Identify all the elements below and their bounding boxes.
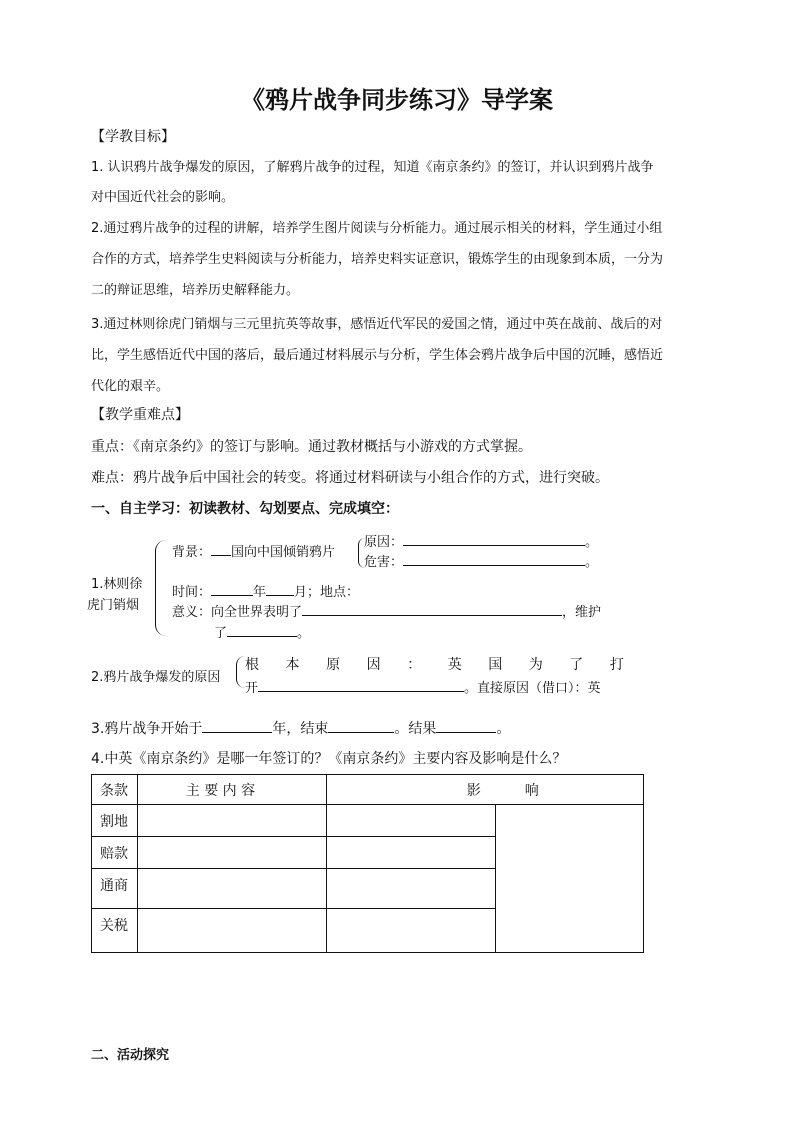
q1-meaning: 意义：向全世界表明了 ，维护	[172, 605, 602, 620]
impact-cell-tariff[interactable]	[326, 909, 495, 953]
content-cell-cession[interactable]	[137, 805, 326, 837]
q2-label: 2.鸦片战争爆发的原因	[91, 670, 221, 685]
q1-label-line-1: 1.林则徐	[91, 577, 143, 592]
row-label-tariff: 关税	[92, 909, 138, 953]
content-cell-trade[interactable]	[137, 869, 326, 909]
q1-harm: 危害： 。	[364, 555, 599, 570]
page-title: 《鸦片战争同步练习》导学案	[241, 85, 553, 114]
impact-summary-cell[interactable]	[495, 805, 643, 953]
goal-1-line-1: 1. 认识鸦片战争爆发的原因，了解鸦片战争的过程，知道《南京条约》的签订，并认识到鸦片战争	[91, 160, 654, 175]
q4-question: 4.中英《南京条约》是哪一年签订的？《南京条约》主要内容及影响是什么？	[91, 751, 567, 767]
impact-cell-trade[interactable]	[326, 869, 495, 909]
table-row	[92, 805, 644, 837]
q1-background: 背景： 国向中国倾销鸦片	[172, 545, 336, 560]
impact-cell-indemnity[interactable]	[326, 837, 495, 869]
difficult-point: 难点：鸦片战争后中国社会的转变。将通过材料研读与小组合作的方式，进行突破。	[91, 470, 609, 486]
row-label-trade: 通商	[92, 869, 138, 909]
q1-label-line-2: 虎门销烟	[87, 598, 140, 613]
row-label-indemnity: 赔款	[92, 837, 138, 869]
row-label-cession: 割地	[92, 805, 138, 837]
impact-cell-cession[interactable]	[326, 805, 495, 837]
header-clause: 条款	[92, 775, 138, 805]
q1-brace	[155, 540, 166, 636]
goal-1-line-2: 对中国近代社会的影响。	[91, 190, 235, 205]
key-point: 重点：《南京条约》的签订与影响。通过教材概括与小游戏的方式掌握。	[91, 439, 532, 455]
treaty-table	[91, 774, 644, 953]
q1-meaning-cont: 了 。	[214, 626, 311, 641]
goal-3-line-1: 3.通过林则徐虎门销烟与三元里抗英等故事，感悟近代军民的爱国之情，通过中英在战前、战后的对	[91, 317, 663, 332]
section-1-heading: 一、自主学习：初读教材、勾划要点、完成填空：	[91, 501, 399, 517]
q2-root-cause: 根 本 原 因 ： 英 国 为 了 打	[245, 657, 624, 673]
q3-question: 3.鸦片战争开始于 年，结束 。结果 。	[91, 721, 511, 737]
goal-2-line-2: 合作的方式，培养学生史料阅读与分析能力，培养史料实证意识，锻炼学生的由现象到本质，一分为	[91, 252, 664, 267]
q1-time: 时间： 年 月；地点：	[172, 585, 360, 600]
goal-2-line-1: 2.通过鸦片战争的过程的讲解，培养学生图片阅读与分析能力。通过展示相关的材料，学生通过小组	[91, 221, 663, 236]
content-cell-indemnity[interactable]	[137, 837, 326, 869]
goals-heading: 【学教目标】	[91, 129, 175, 145]
difficulty-heading: 【教学重难点】	[91, 407, 189, 423]
q1-reason: 原因： 。	[364, 535, 599, 550]
goal-3-line-2: 比，学生感悟近代中国的落后，最后通过材料展示与分析，学生体会鸦片战争后中国的沉睡，感悟近	[91, 348, 664, 363]
q2-brace	[236, 656, 245, 688]
section-2-heading: 二、活动探究	[91, 1048, 170, 1063]
table-header-row	[92, 775, 644, 805]
goal-3-line-3: 代化的艰辛。	[91, 379, 170, 394]
q2-direct-cause: 开 。直接原因（借口）：英	[245, 681, 601, 696]
content-cell-tariff[interactable]	[137, 909, 326, 953]
goal-2-line-3: 二的辩证思维，培养历史解释能力。	[91, 283, 300, 298]
header-content: 主 要 内 容	[137, 775, 326, 805]
header-impact: 影 响	[326, 775, 643, 805]
